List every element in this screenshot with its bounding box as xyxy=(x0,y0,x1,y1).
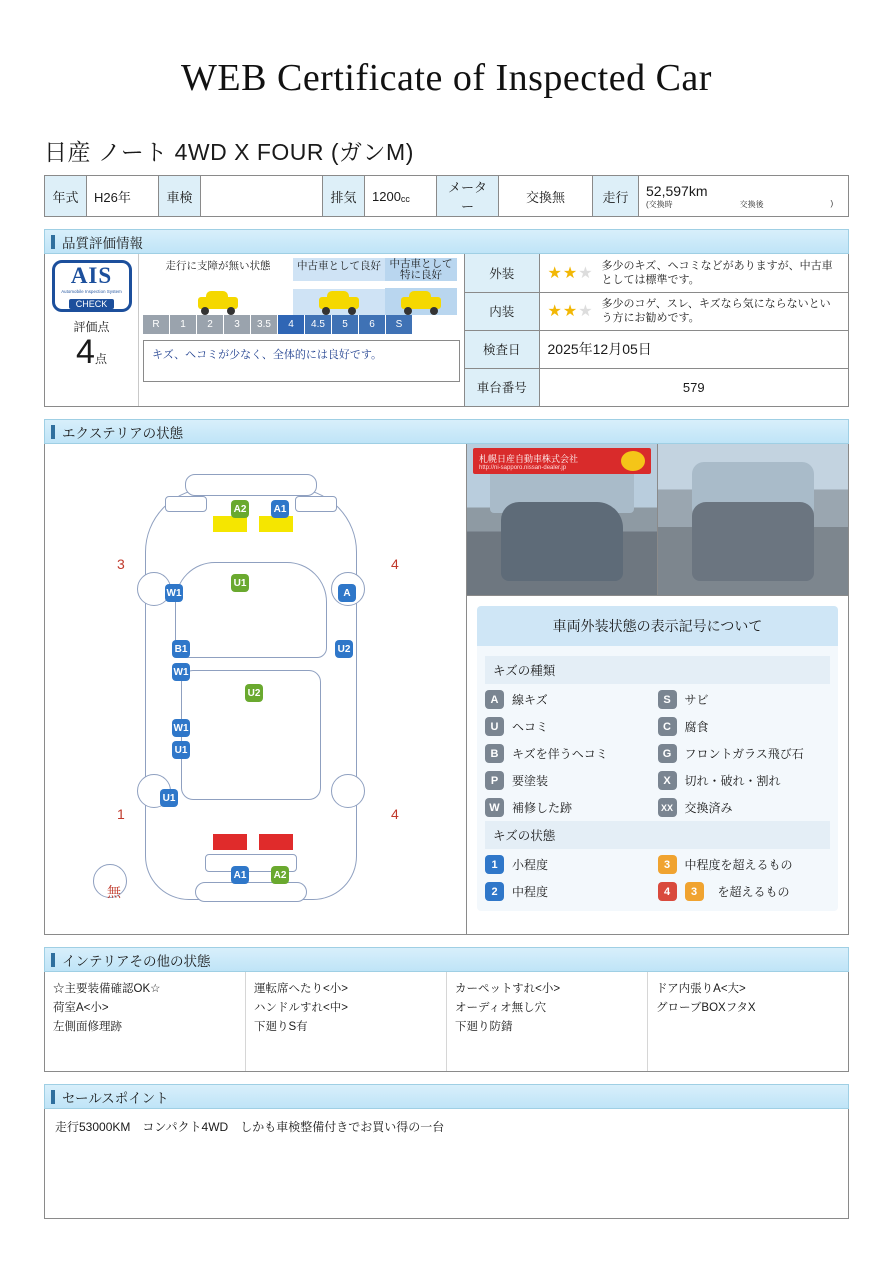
row-label-inspection-date: 検査日 xyxy=(465,330,539,368)
scale-step: 5 xyxy=(332,315,358,334)
section-title-sales: セールスポイント xyxy=(62,1090,169,1106)
damage-mark: U1 xyxy=(172,741,190,759)
damage-mark: A2 xyxy=(231,500,249,518)
legend-item: 2 中程度 xyxy=(485,882,658,901)
legend-item: C 腐食 xyxy=(658,717,831,736)
corner-number: 3 xyxy=(117,556,125,572)
vehicle-photos xyxy=(467,444,848,596)
sales-point-text: 走行53000KM コンパクト4WD しかも車検整備付きでお買い得の一台 xyxy=(44,1109,849,1219)
vehicle-photo-front xyxy=(467,444,657,595)
interior-note: 多少のコゲ、スレ、キズなら気にならないという方にお勧めです。 xyxy=(601,298,831,324)
legend-badge-c: C xyxy=(658,717,677,736)
quality-note: キズ、ヘコミが少なく、全体的には良好です。 xyxy=(143,340,460,382)
legend-badge-s: S xyxy=(658,690,677,709)
row-label-exterior: 外装 xyxy=(465,254,539,292)
ais-score-box xyxy=(45,254,139,406)
quality-detail-table xyxy=(465,254,848,406)
mileage-sub-mid: 交換後 xyxy=(739,199,764,209)
car-icon-1 xyxy=(195,289,241,315)
section-title-interior: インテリアその他の状態 xyxy=(62,953,211,969)
ais-logo xyxy=(52,260,132,312)
interior-note: 下廻りS有 xyxy=(254,1021,308,1033)
legend-badge-3b: 3 xyxy=(685,882,704,901)
exterior-stars: ★★★ xyxy=(547,264,594,282)
legend-item: P 要塗装 xyxy=(485,771,658,790)
scale-step: 3.5 xyxy=(251,315,277,334)
section-header-quality xyxy=(44,229,849,254)
interior-note: グローブBOXフタX xyxy=(656,1002,756,1014)
damage-patch-yellow xyxy=(213,516,247,532)
dealer-seal-icon xyxy=(621,451,645,471)
corner-number: 1 xyxy=(117,806,125,822)
damage-mark: A1 xyxy=(231,866,249,884)
legend-badge-xx: XX xyxy=(658,798,677,817)
scale-step: S xyxy=(386,315,412,334)
spec-displacement-label: 排気 xyxy=(323,176,365,217)
legend-badge-x: X xyxy=(658,771,677,790)
interior-note: 左側面修理跡 xyxy=(53,1021,122,1033)
damage-mark: U1 xyxy=(160,789,178,807)
legend-item: U ヘコミ xyxy=(485,717,658,736)
interior-note: 荷室A<小> xyxy=(53,1002,109,1014)
interior-column-3 xyxy=(447,972,648,1071)
interior-note: ドア内張りA<大> xyxy=(656,983,746,995)
scale-step: R xyxy=(143,315,169,334)
interior-note: カーペットすれ<小> xyxy=(455,983,561,995)
spec-meter-value: 交換無 xyxy=(499,176,593,217)
dealer-banner xyxy=(473,448,651,474)
damage-mark: B1 xyxy=(172,640,190,658)
damage-mark: A1 xyxy=(271,500,289,518)
spec-year-label: 年式 xyxy=(45,176,87,217)
table-row xyxy=(45,176,849,217)
car-icon-2 xyxy=(316,289,362,315)
legend-badge-g: G xyxy=(658,744,677,763)
section-bar-icon xyxy=(51,953,55,967)
scale-step: 1 xyxy=(170,315,196,334)
score-label: 評価点 xyxy=(73,320,110,334)
damage-mark: W1 xyxy=(172,663,190,681)
interior-note: ハンドルすれ<中> xyxy=(254,1002,348,1014)
exterior-block xyxy=(44,444,849,935)
spec-inspection-value xyxy=(201,176,323,217)
interior-column-1 xyxy=(45,972,246,1071)
exterior-right-column xyxy=(467,444,848,934)
car-damage-diagram xyxy=(45,444,467,934)
displacement-unit: cc xyxy=(400,193,410,204)
rank-head-0: 走行に支障が無い状態 xyxy=(165,260,271,272)
legend-badge-a: A xyxy=(485,690,504,709)
mileage-number: 52,597km xyxy=(646,182,708,199)
car-name: 日産 ノート 4WD X FOUR (ガンM) xyxy=(44,139,414,165)
damage-patch-red xyxy=(213,834,247,850)
scale-step: 2 xyxy=(197,315,223,334)
ais-logo-text: AIS xyxy=(70,263,113,288)
damage-mark: U1 xyxy=(231,574,249,592)
rank-head-1: 中古車として良好 xyxy=(293,258,385,281)
legend-types-grid xyxy=(485,690,830,817)
section-bar-icon xyxy=(51,425,55,439)
corner-number: 無 xyxy=(107,884,121,900)
section-title-exterior: エクステリアの状態 xyxy=(62,425,184,441)
exterior-note: 多少のキズ、ヘコミなどがありますが、中古車としては標準です。 xyxy=(601,259,833,286)
damage-mark: A xyxy=(338,584,356,602)
spec-mileage-label: 走行 xyxy=(593,176,639,217)
ais-check-badge: CHECK xyxy=(69,299,115,309)
damage-legend xyxy=(467,606,848,911)
spec-mileage-value xyxy=(639,176,849,217)
legend-item: 3 中程度を超えるもの xyxy=(658,855,831,874)
vehicle-photo-rear xyxy=(657,444,848,595)
inspection-date-value: 2025年12月05日 xyxy=(539,330,848,368)
scale-step: 3 xyxy=(224,315,250,334)
rank-scale xyxy=(143,315,460,334)
table-row xyxy=(465,368,848,406)
car-icon-3 xyxy=(398,289,444,315)
legend-badge-w: W xyxy=(485,798,504,817)
legend-subtitle-types: キズの種類 xyxy=(485,656,830,684)
damage-mark: A2 xyxy=(271,866,289,884)
damage-mark: U2 xyxy=(335,640,353,658)
legend-badge-u: U xyxy=(485,717,504,736)
interior-note: オーディオ無し穴 xyxy=(455,1002,547,1014)
legend-item: 4 3 を超えるもの xyxy=(658,882,831,901)
section-bar-icon xyxy=(51,1090,55,1104)
section-title-quality: 品質評価情報 xyxy=(62,235,143,251)
section-header-sales xyxy=(44,1084,849,1109)
spec-year-value: H26年 xyxy=(87,176,159,217)
section-bar-icon xyxy=(51,235,55,249)
damage-patch-red xyxy=(259,834,293,850)
legend-item: W 補修した跡 xyxy=(485,798,658,817)
damage-mark: U2 xyxy=(245,684,263,702)
legend-item: XX 交換済み xyxy=(658,798,831,817)
interior-column-4 xyxy=(648,972,848,1071)
legend-item: X 切れ・破れ・割れ xyxy=(658,771,831,790)
scale-step: 6 xyxy=(359,315,385,334)
legend-levels-grid xyxy=(485,855,830,901)
quality-block xyxy=(44,254,849,407)
rank-head-2: 中古車として特に良好 xyxy=(385,258,457,281)
table-row xyxy=(465,254,848,292)
section-header-exterior xyxy=(44,419,849,444)
chassis-number-value: 579 xyxy=(682,379,705,395)
table-row xyxy=(465,292,848,330)
quality-rank-panel xyxy=(45,254,465,406)
legend-item: S サビ xyxy=(658,690,831,709)
legend-title: 車両外装状態の表示記号について xyxy=(477,606,838,646)
legend-badge-4: 4 xyxy=(658,882,677,901)
legend-badge-1: 1 xyxy=(485,855,504,874)
spec-meter-label: メーター xyxy=(437,176,499,217)
spec-displacement-value xyxy=(365,176,437,217)
corner-number: 4 xyxy=(391,556,399,572)
legend-item: 1 小程度 xyxy=(485,855,658,874)
interior-note: 運転席へたり<小> xyxy=(254,983,348,995)
mileage-sub-right: ) xyxy=(830,198,834,208)
score-value: 4点 xyxy=(76,333,107,371)
rank-car-icons xyxy=(143,281,460,315)
spec-inspection-label: 車検 xyxy=(159,176,201,217)
damage-mark: W1 xyxy=(165,584,183,602)
interior-notes xyxy=(44,972,849,1072)
legend-item: G フロントガラス飛び石 xyxy=(658,744,831,763)
page-title: WEB Certificate of Inspected Car xyxy=(181,57,712,99)
rank-headers xyxy=(143,258,460,281)
legend-item: B キズを伴うヘコミ xyxy=(485,744,658,763)
legend-badge-b: B xyxy=(485,744,504,763)
corner-number: 4 xyxy=(391,806,399,822)
dealer-url: http://ni-sapporo.nissan-dealer.jp xyxy=(479,464,567,471)
spec-table xyxy=(44,175,849,217)
scale-step-current: 4 xyxy=(278,315,304,334)
damage-mark: W1 xyxy=(172,719,190,737)
legend-item: A 線キズ xyxy=(485,690,658,709)
ais-logo-subtext: Automobile Inspection System xyxy=(61,289,122,294)
dealer-name: 札幌日産自動車株式会社 xyxy=(479,453,579,464)
legend-badge-p: P xyxy=(485,771,504,790)
interior-note: 下廻り防錆 xyxy=(455,1021,513,1033)
legend-badge-3: 3 xyxy=(658,855,677,874)
interior-stars: ★★★ xyxy=(547,303,594,320)
mileage-sub-left: (交換時 xyxy=(646,199,673,209)
legend-subtitle-levels: キズの状態 xyxy=(485,821,830,849)
legend-badge-2: 2 xyxy=(485,882,504,901)
rank-scale-area xyxy=(139,254,464,406)
row-label-chassis: 車台番号 xyxy=(465,368,539,406)
section-header-interior xyxy=(44,947,849,972)
score-unit: 点 xyxy=(94,352,107,366)
interior-column-2 xyxy=(246,972,447,1071)
displacement-number: 1200 xyxy=(372,188,401,204)
scale-step: 4.5 xyxy=(305,315,331,334)
interior-note: ☆主要装備確認OK☆ xyxy=(53,983,161,995)
damage-patch-yellow xyxy=(259,516,293,532)
table-row xyxy=(465,330,848,368)
row-label-interior: 内装 xyxy=(465,292,539,330)
